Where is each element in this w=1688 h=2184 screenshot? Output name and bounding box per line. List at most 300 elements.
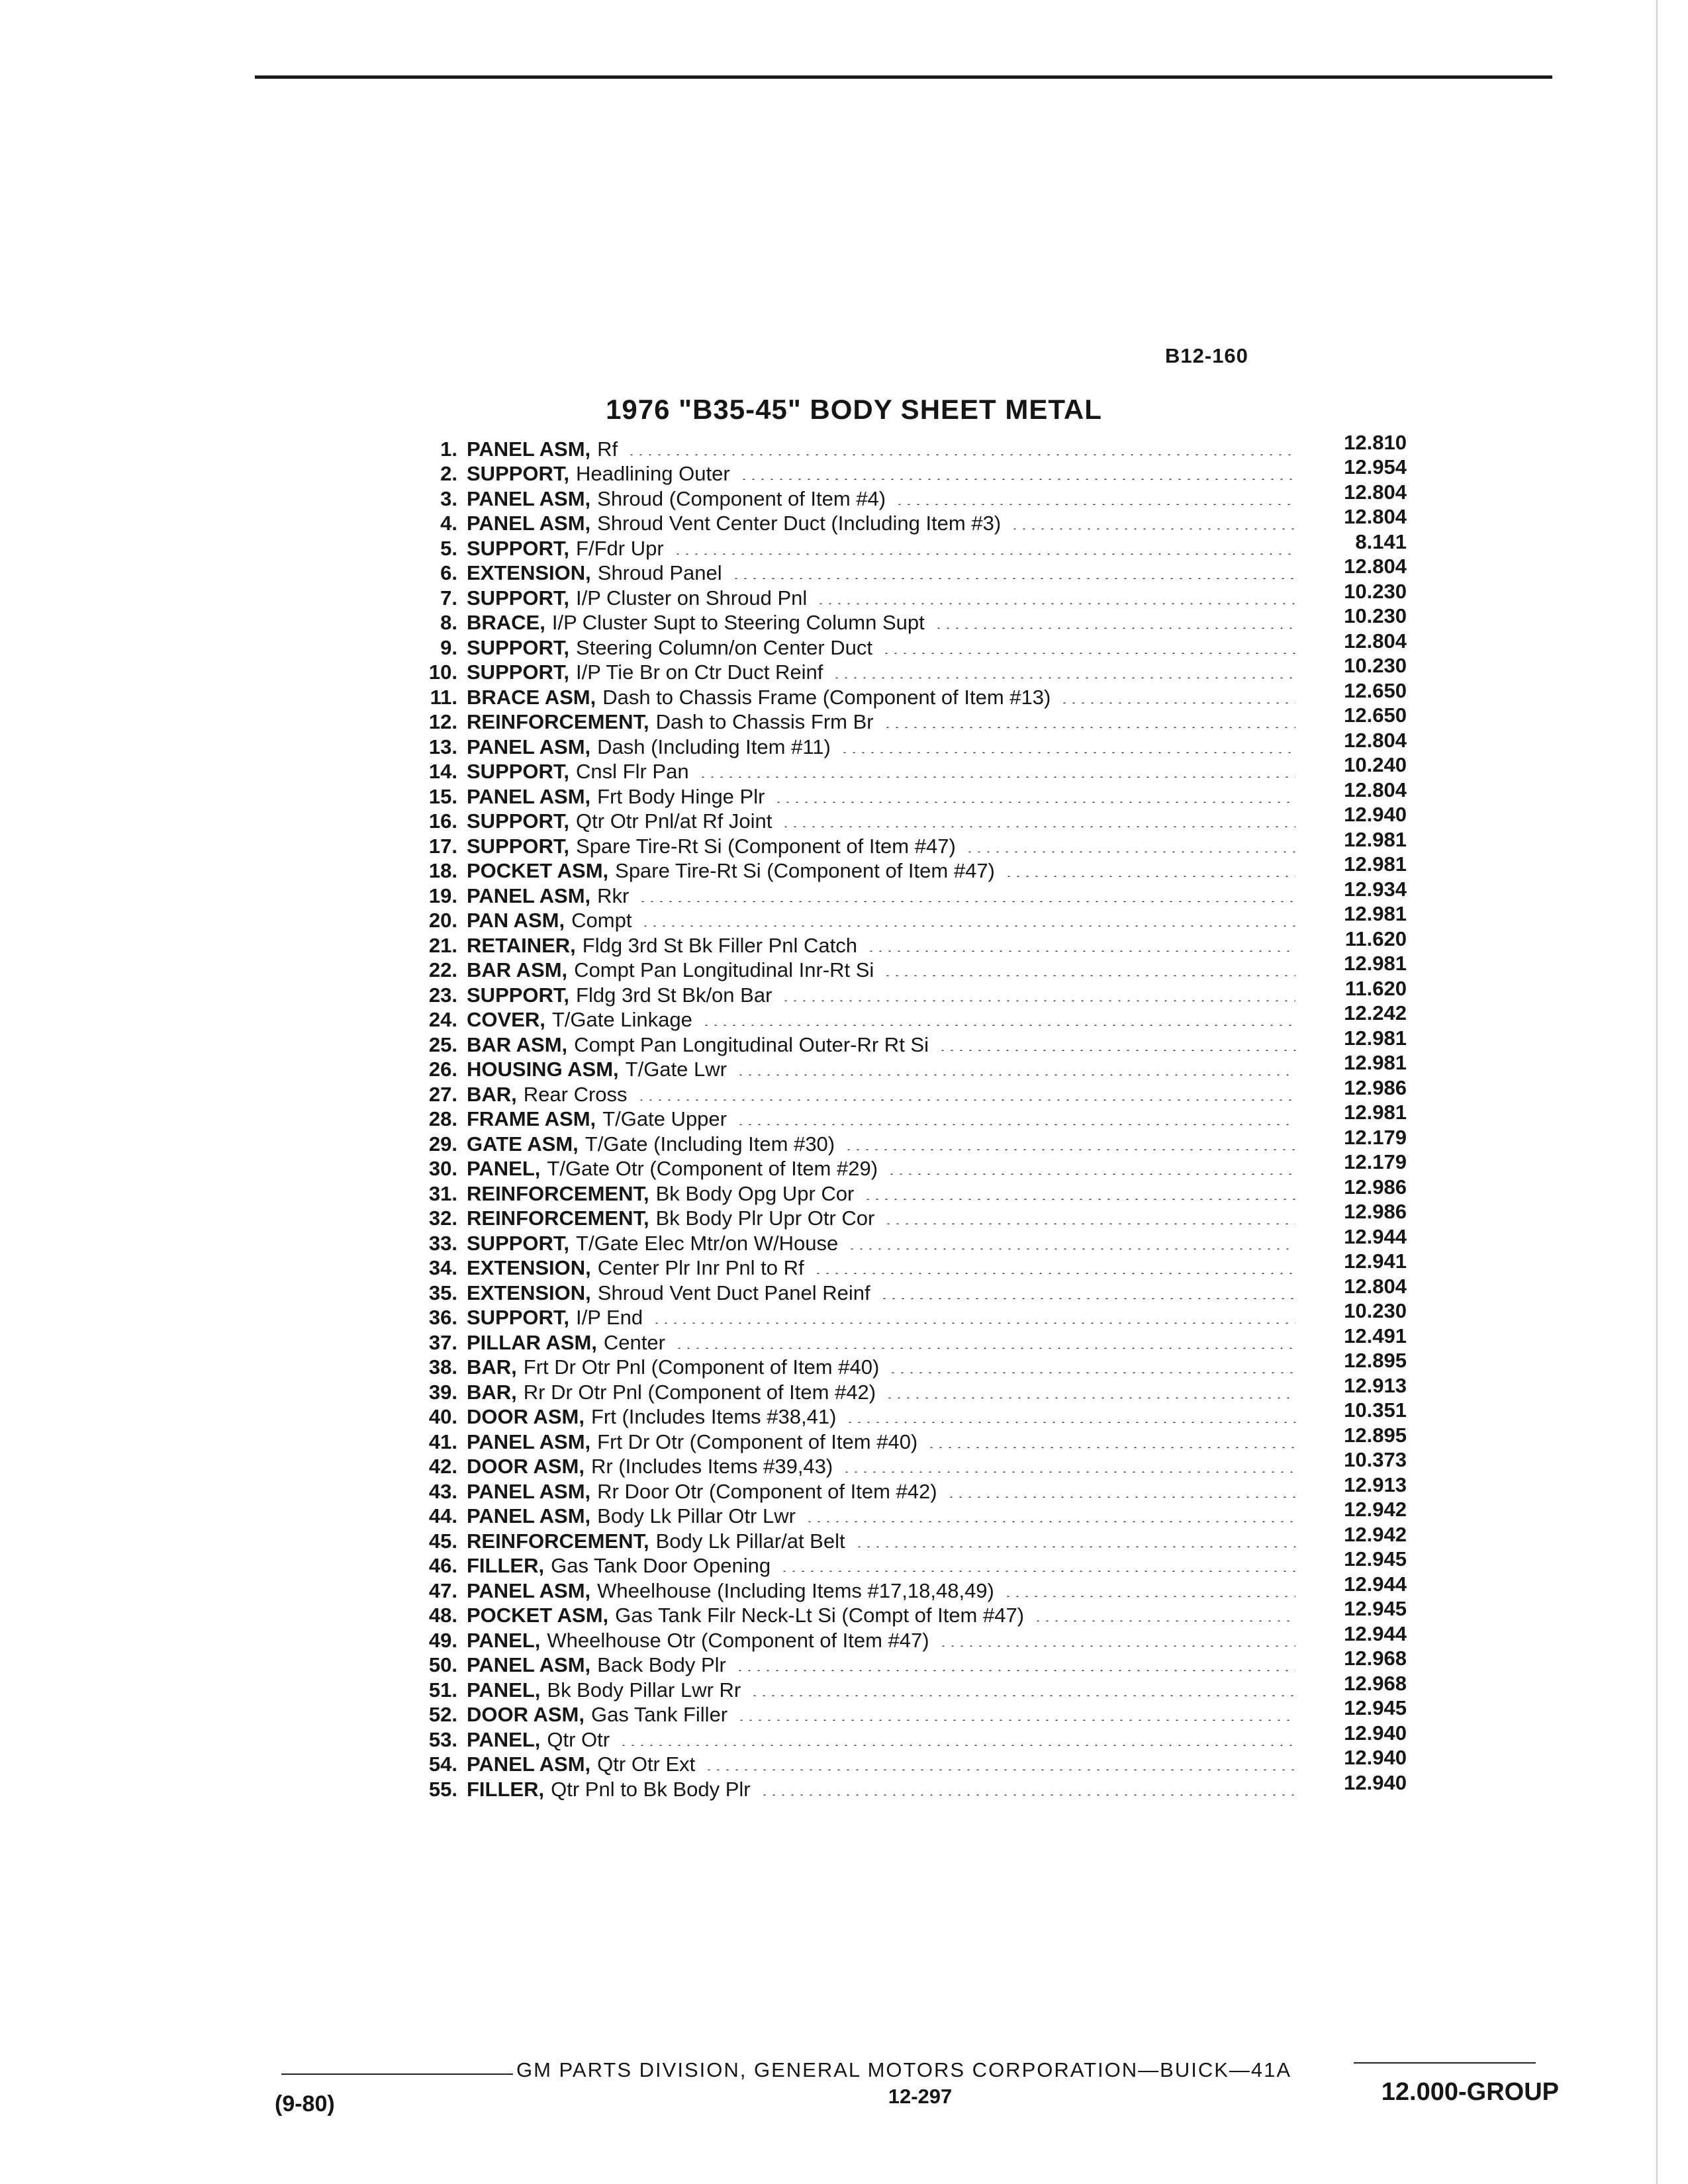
item-group-code: 11.620 xyxy=(1344,927,1407,950)
item-name: PANEL ASM, xyxy=(467,1430,591,1453)
dot-leader xyxy=(939,1645,1295,1647)
item-description: Frt (Includes Items #38,41) xyxy=(590,1405,837,1429)
item-number: 23. xyxy=(428,983,457,1007)
item-number: 35. xyxy=(428,1281,457,1304)
item-number: 26. xyxy=(428,1058,457,1081)
item-description: Rr Door Otr (Component of Item #42) xyxy=(597,1479,937,1503)
item-group-code: 12.941 xyxy=(1344,1250,1407,1273)
footer-date: (9-80) xyxy=(275,2091,335,2116)
page-title: 1976 "B35-45" BODY SHEET METAL xyxy=(606,394,1102,425)
parts-list-item xyxy=(414,1373,1407,1405)
item-group-code: 12.804 xyxy=(1344,1274,1407,1298)
dot-leader xyxy=(883,727,1295,728)
parts-list-item xyxy=(414,1721,1407,1752)
item-group-code: 12.810 xyxy=(1344,430,1407,454)
item-group-code: 10.230 xyxy=(1344,579,1407,603)
item-group-code: 12.981 xyxy=(1344,1026,1407,1050)
parts-list-item xyxy=(414,579,1407,611)
item-number: 38. xyxy=(428,1355,457,1379)
item-description: Cnsl Flr Pan xyxy=(576,760,689,784)
item-description: Headlining Outer xyxy=(576,462,730,486)
parts-list-item xyxy=(414,1125,1407,1157)
item-number: 32. xyxy=(428,1206,457,1230)
item-description: Shroud Vent Duct Panel Reinf xyxy=(597,1281,870,1304)
item-number: 16. xyxy=(428,809,457,833)
dot-leader xyxy=(638,901,1295,902)
parts-list-item xyxy=(414,1398,1407,1430)
item-number: 54. xyxy=(428,1752,457,1776)
item-number: 55. xyxy=(428,1777,457,1801)
item-group-code: 10.351 xyxy=(1344,1398,1407,1422)
item-description: I/P End xyxy=(576,1306,643,1330)
item-number: 28. xyxy=(428,1107,457,1131)
item-name: DOOR ASM, xyxy=(467,1455,585,1479)
parts-list-item xyxy=(414,604,1407,636)
item-description: T/Gate Lwr xyxy=(625,1058,727,1081)
item-name: BAR ASM, xyxy=(467,1032,568,1056)
dot-leader xyxy=(1060,702,1295,704)
parts-list-item xyxy=(414,430,1407,462)
item-number: 20. xyxy=(428,909,457,933)
item-number: 7. xyxy=(440,586,457,610)
item-number: 46. xyxy=(428,1554,457,1578)
item-number: 53. xyxy=(428,1727,457,1751)
parts-list-item xyxy=(414,1647,1407,1678)
item-number: 4. xyxy=(440,512,457,535)
item-group-code: 12.650 xyxy=(1344,704,1407,727)
dot-leader xyxy=(882,653,1295,654)
dot-leader xyxy=(816,603,1295,604)
item-name: SUPPORT, xyxy=(467,983,570,1007)
item-group-code: 10.240 xyxy=(1344,753,1407,777)
dot-leader xyxy=(1004,876,1295,877)
item-name: PILLAR ASM, xyxy=(467,1330,597,1354)
item-name: BRACE, xyxy=(467,611,545,635)
dot-leader xyxy=(652,1322,1295,1324)
page-code: B12-160 xyxy=(1165,344,1248,367)
dot-leader xyxy=(840,752,1295,753)
item-group-code: 12.491 xyxy=(1344,1324,1407,1347)
item-name: PANEL ASM, xyxy=(467,735,591,758)
parts-list-item xyxy=(414,902,1407,934)
item-number: 51. xyxy=(428,1678,457,1702)
item-group-code: 12.954 xyxy=(1344,455,1407,479)
item-group-code: 12.981 xyxy=(1344,1101,1407,1124)
dot-leader xyxy=(867,950,1295,952)
item-description: Back Body Plr xyxy=(597,1653,726,1677)
item-name: SUPPORT, xyxy=(467,536,570,560)
dot-leader xyxy=(637,1099,1295,1101)
item-description: Rr (Includes Items #39,43) xyxy=(590,1455,833,1479)
item-description: T/Gate Linkage xyxy=(551,1008,692,1032)
dot-leader xyxy=(731,578,1295,579)
item-name: POCKET ASM, xyxy=(467,859,609,883)
dot-leader xyxy=(750,1695,1295,1696)
item-number: 24. xyxy=(428,1008,457,1032)
dot-leader xyxy=(895,504,1295,505)
item-description: Rf xyxy=(597,437,618,461)
item-number: 1. xyxy=(440,437,457,461)
parts-list-item xyxy=(414,753,1407,785)
item-number: 6. xyxy=(440,561,457,585)
item-description: Shroud Vent Center Duct (Including Item #3) xyxy=(597,512,1002,535)
parts-list-item xyxy=(414,704,1407,735)
item-name: EXTENSION, xyxy=(467,561,591,585)
item-description: Shroud (Component of Item #4) xyxy=(597,486,886,510)
dot-leader xyxy=(934,627,1295,629)
item-name: REINFORCEMENT, xyxy=(467,1529,649,1553)
item-group-code: 12.895 xyxy=(1344,1423,1407,1447)
dot-leader xyxy=(885,1397,1295,1398)
item-group-code: 12.942 xyxy=(1344,1498,1407,1522)
dot-leader xyxy=(1010,528,1295,529)
dot-leader xyxy=(844,1149,1295,1150)
dot-leader xyxy=(863,1199,1295,1200)
footer-corporation: GM PARTS DIVISION, GENERAL MOTORS CORPORATION—BUICK—41A xyxy=(516,2058,1292,2081)
dot-leader xyxy=(704,1769,1295,1770)
item-group-code: 12.981 xyxy=(1344,827,1407,851)
parts-list-item xyxy=(414,629,1407,660)
item-name: PANEL ASM, xyxy=(467,1752,591,1776)
item-group-code: 12.968 xyxy=(1344,1647,1407,1670)
item-name: SUPPORT, xyxy=(467,635,570,659)
item-description: Frt Body Hinge Plr xyxy=(597,784,765,808)
dot-leader xyxy=(880,1298,1295,1299)
item-number: 14. xyxy=(428,760,457,784)
parts-list-item xyxy=(414,803,1407,835)
item-name: BAR, xyxy=(467,1082,517,1106)
item-description: T/Gate (Including Item #30) xyxy=(585,1132,835,1156)
item-description: Rear Cross xyxy=(523,1082,628,1106)
dot-leader xyxy=(739,478,1295,480)
dot-leader xyxy=(627,454,1295,455)
parts-list-item xyxy=(414,1597,1407,1629)
parts-list-item xyxy=(414,529,1407,561)
item-number: 44. xyxy=(428,1504,457,1528)
item-description: Gas Tank Filler xyxy=(590,1703,728,1727)
parts-list-item xyxy=(414,1498,1407,1529)
item-name: SUPPORT, xyxy=(467,834,570,858)
parts-list-item xyxy=(414,1001,1407,1033)
item-name: FILLER, xyxy=(467,1554,545,1578)
item-name: PANEL ASM, xyxy=(467,486,591,510)
dot-leader xyxy=(760,1794,1295,1796)
item-group-code: 12.940 xyxy=(1344,1770,1407,1794)
item-description: Body Lk Pillar Otr Lwr xyxy=(597,1504,796,1528)
item-name: RETAINER, xyxy=(467,933,576,957)
item-group-code: 12.940 xyxy=(1344,1746,1407,1770)
parts-list-item xyxy=(414,952,1407,983)
item-description: Frt Dr Otr Pnl (Component of Item #40) xyxy=(523,1355,880,1379)
parts-list-item xyxy=(414,1324,1407,1355)
dot-leader xyxy=(814,1273,1295,1274)
dot-leader xyxy=(884,1223,1295,1224)
item-number: 11. xyxy=(430,685,457,709)
item-name: SUPPORT, xyxy=(467,809,570,833)
item-name: PAN ASM, xyxy=(467,909,565,933)
parts-list-item xyxy=(414,480,1407,512)
item-number: 52. xyxy=(428,1703,457,1727)
parts-list-item xyxy=(414,505,1407,537)
item-group-code: 12.945 xyxy=(1344,1696,1407,1720)
item-number: 15. xyxy=(428,784,457,808)
parts-list-item xyxy=(414,654,1407,686)
item-description: Frt Dr Otr (Component of Item #40) xyxy=(597,1430,918,1453)
item-description: Dash to Chassis Frame (Component of Item #13) xyxy=(602,685,1051,709)
item-number: 37. xyxy=(428,1330,457,1354)
item-name: BAR, xyxy=(467,1380,517,1404)
parts-list-item xyxy=(414,976,1407,1008)
item-group-code: 12.968 xyxy=(1344,1671,1407,1695)
parts-list-item xyxy=(414,778,1407,809)
item-number: 45. xyxy=(428,1529,457,1553)
item-number: 39. xyxy=(428,1380,457,1404)
item-group-code: 12.981 xyxy=(1344,1051,1407,1075)
parts-list-item xyxy=(414,827,1407,859)
item-description: Body Lk Pillar/at Belt xyxy=(655,1529,845,1553)
item-name: PANEL, xyxy=(467,1678,541,1702)
dot-leader xyxy=(675,1347,1295,1349)
item-number: 27. xyxy=(428,1082,457,1106)
item-description: Gas Tank Door Opening xyxy=(551,1554,771,1578)
item-description: F/Fdr Upr xyxy=(576,536,664,560)
parts-list-item xyxy=(414,1547,1407,1579)
dot-leader xyxy=(1004,1596,1295,1597)
item-description: Dash (Including Item #11) xyxy=(597,735,831,758)
item-group-code: 12.981 xyxy=(1344,952,1407,976)
item-group-code: 12.804 xyxy=(1344,728,1407,752)
item-group-code: 12.804 xyxy=(1344,480,1407,504)
item-group-code: 12.945 xyxy=(1344,1597,1407,1621)
item-description: Compt Pan Longitudinal Inr-Rt Si xyxy=(574,958,874,982)
item-description: Bk Body Plr Upr Otr Cor xyxy=(655,1206,875,1230)
item-number: 19. xyxy=(428,884,457,907)
parts-list-item xyxy=(414,1200,1407,1232)
item-name: PANEL ASM, xyxy=(467,884,591,907)
item-number: 30. xyxy=(428,1157,457,1181)
dot-leader xyxy=(938,1050,1295,1051)
item-name: REINFORCEMENT, xyxy=(467,1206,649,1230)
item-group-code: 12.179 xyxy=(1344,1125,1407,1149)
item-group-code: 12.940 xyxy=(1344,803,1407,827)
item-description: Rkr xyxy=(597,884,630,907)
item-number: 25. xyxy=(428,1032,457,1056)
dot-leader xyxy=(737,1719,1295,1721)
item-group-code: 12.913 xyxy=(1344,1473,1407,1496)
parts-list-item xyxy=(414,1349,1407,1381)
item-description: Center Plr Inr Pnl to Rf xyxy=(597,1256,804,1280)
item-group-code: 11.620 xyxy=(1344,976,1407,1000)
parts-list-item xyxy=(414,1051,1407,1083)
item-description: Bk Body Pillar Lwr Rr xyxy=(547,1678,741,1702)
item-number: 3. xyxy=(440,486,457,510)
item-number: 2. xyxy=(440,462,457,486)
dot-leader xyxy=(774,801,1295,803)
item-name: EXTENSION, xyxy=(467,1256,591,1280)
dot-leader xyxy=(780,1570,1295,1572)
item-name: FRAME ASM, xyxy=(467,1107,596,1131)
item-number: 50. xyxy=(428,1653,457,1677)
item-name: REINFORCEMENT, xyxy=(467,710,649,734)
item-name: EXTENSION, xyxy=(467,1281,591,1304)
item-group-code: 12.981 xyxy=(1344,852,1407,876)
parts-list-item xyxy=(414,678,1407,710)
item-name: SUPPORT, xyxy=(467,462,570,486)
item-description: I/P Cluster on Shroud Pnl xyxy=(576,586,808,610)
item-name: PANEL, xyxy=(467,1157,541,1181)
item-group-code: 12.986 xyxy=(1344,1200,1407,1224)
item-description: T/Gate Otr (Component of Item #29) xyxy=(547,1157,878,1181)
item-group-code: 12.242 xyxy=(1344,1001,1407,1025)
item-name: PANEL ASM, xyxy=(467,437,591,461)
item-group-code: 10.230 xyxy=(1344,1299,1407,1323)
item-name: PANEL ASM, xyxy=(467,1479,591,1503)
item-description: Spare Tire-Rt Si (Component of Item #47) xyxy=(576,834,956,858)
parts-list-item xyxy=(414,877,1407,909)
footer-rule-left xyxy=(281,2073,513,2075)
item-number: 29. xyxy=(428,1132,457,1156)
dot-leader xyxy=(736,1124,1295,1125)
item-group-code: 12.986 xyxy=(1344,1175,1407,1199)
item-group-code: 12.179 xyxy=(1344,1150,1407,1174)
item-name: PANEL ASM, xyxy=(467,512,591,535)
dot-leader xyxy=(883,975,1295,976)
dot-leader xyxy=(965,851,1295,852)
item-number: 48. xyxy=(428,1604,457,1627)
parts-list-item xyxy=(414,1423,1407,1455)
item-group-code: 12.913 xyxy=(1344,1373,1407,1397)
item-group-code: 12.804 xyxy=(1344,778,1407,801)
dot-leader xyxy=(641,925,1295,927)
item-name: BAR, xyxy=(467,1355,517,1379)
parts-list-item xyxy=(414,1572,1407,1604)
item-description: Steering Column/on Center Duct xyxy=(576,635,873,659)
parts-list-item xyxy=(414,1448,1407,1480)
item-description: Compt Pan Longitudinal Outer-Rr Rt Si xyxy=(574,1032,929,1056)
item-name: FILLER, xyxy=(467,1777,545,1801)
item-name: PANEL ASM, xyxy=(467,1504,591,1528)
item-name: PANEL ASM, xyxy=(467,784,591,808)
parts-list-item xyxy=(414,1696,1407,1728)
item-number: 42. xyxy=(428,1455,457,1479)
item-number: 17. xyxy=(428,834,457,858)
item-group-code: 12.942 xyxy=(1344,1522,1407,1546)
item-number: 8. xyxy=(440,611,457,635)
dot-leader xyxy=(673,553,1295,555)
item-number: 34. xyxy=(428,1256,457,1280)
parts-list-item xyxy=(414,1150,1407,1182)
item-number: 22. xyxy=(428,958,457,982)
item-description: Bk Body Opg Upr Cor xyxy=(655,1181,855,1205)
item-description: Dash to Chassis Frm Br xyxy=(655,710,874,734)
dot-leader xyxy=(887,1173,1295,1175)
item-group-code: 10.373 xyxy=(1344,1448,1407,1472)
dot-leader xyxy=(736,1074,1295,1075)
item-group-code: 12.981 xyxy=(1344,902,1407,926)
item-group-code: 10.230 xyxy=(1344,604,1407,628)
item-name: BRACE ASM, xyxy=(467,685,596,709)
dot-leader xyxy=(888,1372,1295,1373)
top-rule xyxy=(255,75,1552,79)
item-name: DOOR ASM, xyxy=(467,1703,585,1727)
parts-list xyxy=(414,430,1407,1802)
parts-list-item xyxy=(414,455,1407,487)
item-group-code: 12.944 xyxy=(1344,1572,1407,1596)
item-description: I/P Tie Br on Ctr Duct Reinf xyxy=(576,660,823,684)
item-group-code: 12.804 xyxy=(1344,629,1407,653)
item-number: 31. xyxy=(428,1181,457,1205)
item-name: BAR ASM, xyxy=(467,958,568,982)
parts-list-item xyxy=(414,1671,1407,1703)
page-edge-line xyxy=(1656,0,1658,2184)
item-name: HOUSING ASM, xyxy=(467,1058,619,1081)
parts-list-item xyxy=(414,1101,1407,1132)
item-name: DOOR ASM, xyxy=(467,1405,585,1429)
item-name: PANEL ASM, xyxy=(467,1578,591,1602)
item-description: Qtr Otr Ext xyxy=(597,1752,696,1776)
item-number: 49. xyxy=(428,1628,457,1652)
item-description: Fldg 3rd St Bk Filler Pnl Catch xyxy=(582,933,857,957)
parts-list-item xyxy=(414,1522,1407,1554)
item-group-code: 12.945 xyxy=(1344,1547,1407,1571)
parts-list-item xyxy=(414,1075,1407,1107)
dot-leader xyxy=(947,1496,1295,1498)
footer-rule-right xyxy=(1354,2062,1536,2064)
item-number: 5. xyxy=(440,536,457,560)
item-number: 43. xyxy=(428,1479,457,1503)
item-number: 40. xyxy=(428,1405,457,1429)
item-number: 41. xyxy=(428,1430,457,1453)
item-name: REINFORCEMENT, xyxy=(467,1181,649,1205)
item-description: T/Gate Elec Mtr/on W/House xyxy=(576,1231,839,1255)
item-description: Center xyxy=(603,1330,665,1354)
parts-list-item xyxy=(414,852,1407,884)
footer-page-number: 12-297 xyxy=(888,2085,953,2108)
item-description: Gas Tank Filr Neck-Lt Si (Compt of Item #47) xyxy=(615,1604,1025,1627)
item-group-code: 12.934 xyxy=(1344,877,1407,901)
parts-list-item xyxy=(414,1175,1407,1206)
item-name: SUPPORT, xyxy=(467,586,570,610)
dot-leader xyxy=(735,1670,1295,1671)
dot-leader xyxy=(702,1024,1295,1026)
parts-list-item xyxy=(414,1299,1407,1331)
dot-leader xyxy=(832,677,1295,678)
dot-leader xyxy=(619,1745,1295,1746)
item-description: Qtr Otr Pnl/at Rf Joint xyxy=(576,809,773,833)
parts-list-item xyxy=(414,1746,1407,1778)
parts-list-item xyxy=(414,728,1407,760)
item-description: I/P Cluster Supt to Steering Column Supt xyxy=(551,611,925,635)
item-description: Shroud Panel xyxy=(597,561,722,585)
dot-leader xyxy=(781,826,1295,827)
item-description: T/Gate Upper xyxy=(602,1107,727,1131)
item-group-code: 8.141 xyxy=(1355,529,1407,553)
item-group-code: 12.944 xyxy=(1344,1224,1407,1248)
item-group-code: 12.804 xyxy=(1344,555,1407,578)
dot-leader xyxy=(927,1447,1295,1448)
parts-list-item xyxy=(414,1621,1407,1653)
item-number: 12. xyxy=(428,710,457,734)
dot-leader xyxy=(845,1422,1295,1423)
item-description: Rr Dr Otr Pnl (Component of Item #42) xyxy=(523,1380,876,1404)
parts-list-item xyxy=(414,1770,1407,1802)
dot-leader xyxy=(698,776,1295,778)
item-name: SUPPORT, xyxy=(467,660,570,684)
item-number: 21. xyxy=(428,933,457,957)
item-name: SUPPORT, xyxy=(467,760,570,784)
item-number: 13. xyxy=(428,735,457,758)
item-group-code: 12.986 xyxy=(1344,1075,1407,1099)
